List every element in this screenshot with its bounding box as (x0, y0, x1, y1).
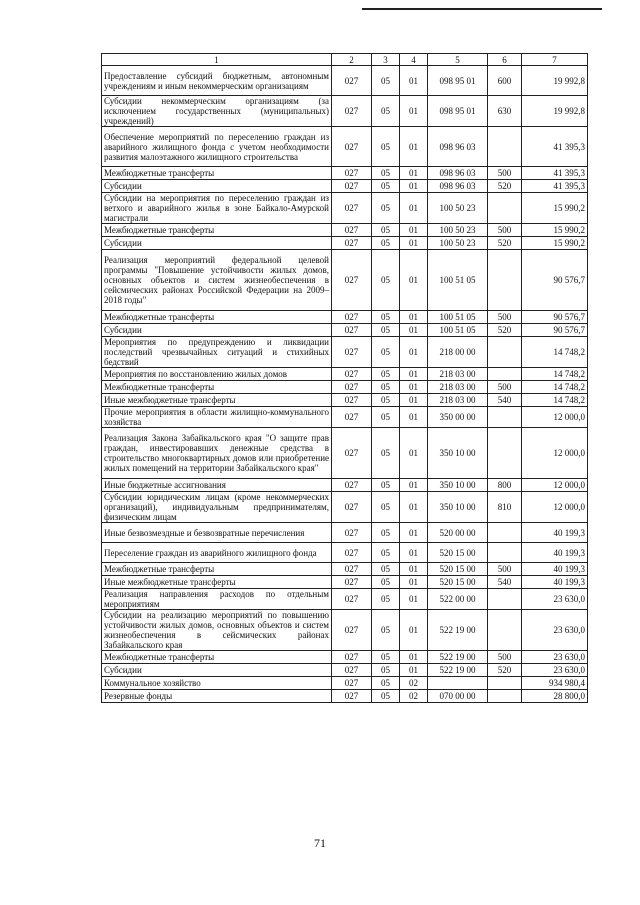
amount: 12 000,0 (522, 479, 588, 492)
code-gr: 027 (332, 167, 372, 180)
code-vr (488, 589, 522, 610)
item-name: Мероприятия по восстановлению жилых домов (102, 368, 332, 381)
amount: 12 000,0 (522, 428, 588, 479)
code-vr: 520 (488, 324, 522, 337)
amount: 40 199,3 (522, 576, 588, 589)
amount: 41 395,3 (522, 127, 588, 167)
table-row (102, 543, 588, 563)
code-vr (488, 523, 522, 543)
item-name: Прочие мероприятия в области жилищно-коммунального хозяйства (102, 407, 332, 428)
amount: 23 630,0 (522, 664, 588, 677)
code-gr: 027 (332, 250, 372, 311)
code-gr: 027 (332, 368, 372, 381)
code-gr: 027 (332, 651, 372, 664)
amount: 90 576,7 (522, 250, 588, 311)
code-pr: 01 (400, 479, 428, 492)
code-pr: 01 (400, 523, 428, 543)
amount: 19 992,8 (522, 96, 588, 127)
code-gr: 027 (332, 180, 372, 193)
code-vr: 800 (488, 479, 522, 492)
code-pr: 01 (400, 576, 428, 589)
code-gr: 027 (332, 576, 372, 589)
item-name: Переселение граждан из аварийного жилищного фонда (102, 543, 332, 563)
code-csr: 100 51 05 (428, 250, 488, 311)
amount: 90 576,7 (522, 311, 588, 324)
code-rz: 05 (372, 664, 400, 677)
code-csr: 522 19 00 (428, 651, 488, 664)
code-rz: 05 (372, 368, 400, 381)
code-csr: 522 00 00 (428, 589, 488, 610)
code-pr: 01 (400, 664, 428, 677)
code-csr: 350 10 00 (428, 492, 488, 523)
code-csr: 098 95 01 (428, 66, 488, 96)
code-gr: 027 (332, 66, 372, 96)
code-csr: 098 96 03 (428, 167, 488, 180)
code-vr: 500 (488, 381, 522, 394)
item-name: Реализация направления расходов по отдельным мероприятиям (102, 589, 332, 610)
code-vr (488, 368, 522, 381)
top-rule (362, 8, 602, 10)
table-row (102, 428, 588, 479)
code-csr: 098 96 03 (428, 180, 488, 193)
amount: 14 748,2 (522, 337, 588, 368)
code-csr: 098 96 03 (428, 127, 488, 167)
table-row (102, 479, 588, 492)
code-rz: 05 (372, 127, 400, 167)
code-pr: 01 (400, 180, 428, 193)
code-rz: 05 (372, 337, 400, 368)
code-pr: 01 (400, 428, 428, 479)
code-pr: 01 (400, 224, 428, 237)
code-gr: 027 (332, 324, 372, 337)
code-pr: 01 (400, 651, 428, 664)
code-csr: 218 03 00 (428, 381, 488, 394)
code-rz: 05 (372, 237, 400, 250)
item-name: Иные межбюджетные трансферты (102, 576, 332, 589)
code-vr (488, 127, 522, 167)
code-pr: 01 (400, 324, 428, 337)
item-name: Межбюджетные трансферты (102, 381, 332, 394)
code-gr: 027 (332, 523, 372, 543)
code-pr: 01 (400, 127, 428, 167)
code-vr (488, 543, 522, 563)
amount: 14 748,2 (522, 381, 588, 394)
table-row (102, 394, 588, 407)
item-name: Межбюджетные трансферты (102, 167, 332, 180)
code-csr (428, 677, 488, 690)
code-csr: 520 15 00 (428, 576, 488, 589)
code-vr: 540 (488, 576, 522, 589)
code-vr (488, 610, 522, 651)
item-name: Предоставление субсидий бюджетным, автономным учреждениям и иным некоммерческим организациям (102, 66, 332, 96)
table-row (102, 311, 588, 324)
code-csr: 522 19 00 (428, 610, 488, 651)
table-row (102, 492, 588, 523)
code-gr: 027 (332, 664, 372, 677)
code-csr: 350 00 00 (428, 407, 488, 428)
code-vr: 520 (488, 180, 522, 193)
code-rz: 05 (372, 543, 400, 563)
table-row (102, 381, 588, 394)
code-rz: 05 (372, 690, 400, 703)
code-gr: 027 (332, 428, 372, 479)
code-rz: 05 (372, 492, 400, 523)
code-rz: 05 (372, 576, 400, 589)
table-row (102, 368, 588, 381)
item-name: Субсидии (102, 664, 332, 677)
code-csr: 520 00 00 (428, 523, 488, 543)
code-gr: 027 (332, 589, 372, 610)
item-name: Субсидии юридическим лицам (кроме некоммерческих организаций), индивидуальным предпринимателям, физическим лицам (102, 492, 332, 523)
code-vr: 500 (488, 224, 522, 237)
code-gr: 027 (332, 193, 372, 224)
code-gr: 027 (332, 96, 372, 127)
table-row (102, 563, 588, 576)
code-csr: 520 15 00 (428, 543, 488, 563)
code-rz: 05 (372, 523, 400, 543)
amount: 15 990,2 (522, 224, 588, 237)
code-rz: 05 (372, 394, 400, 407)
code-pr: 01 (400, 381, 428, 394)
code-rz: 05 (372, 66, 400, 96)
code-gr: 027 (332, 237, 372, 250)
item-name: Реализация Закона Забайкальского края "О защите прав граждан, инвестировавших денежные средства в строительство многоквартирных домов или приобретение жилых помещений на территории Забайкальского края" (102, 428, 332, 479)
code-csr: 100 50 23 (428, 237, 488, 250)
code-rz: 05 (372, 651, 400, 664)
code-vr (488, 193, 522, 224)
code-rz: 05 (372, 381, 400, 394)
amount: 23 630,0 (522, 589, 588, 610)
code-pr: 01 (400, 589, 428, 610)
item-name: Субсидии (102, 180, 332, 193)
item-name: Межбюджетные трансферты (102, 224, 332, 237)
amount: 90 576,7 (522, 324, 588, 337)
table-row (102, 250, 588, 311)
code-csr: 100 50 23 (428, 193, 488, 224)
code-vr: 500 (488, 563, 522, 576)
code-csr: 098 95 01 (428, 96, 488, 127)
code-pr: 01 (400, 407, 428, 428)
amount: 23 630,0 (522, 651, 588, 664)
code-csr: 218 00 00 (428, 337, 488, 368)
table-row (102, 576, 588, 589)
amount: 15 990,2 (522, 193, 588, 224)
item-name: Межбюджетные трансферты (102, 563, 332, 576)
code-pr: 02 (400, 677, 428, 690)
code-vr (488, 407, 522, 428)
code-gr: 027 (332, 543, 372, 563)
code-rz: 05 (372, 250, 400, 311)
item-name: Субсидии на мероприятия по переселению граждан из ветхого и аварийного жилья в зоне Байкало-Амурской магистрали (102, 193, 332, 224)
code-vr: 810 (488, 492, 522, 523)
code-rz: 05 (372, 610, 400, 651)
code-pr: 01 (400, 237, 428, 250)
code-csr: 218 03 00 (428, 394, 488, 407)
code-csr: 350 10 00 (428, 428, 488, 479)
table-row (102, 224, 588, 237)
header-cell: 4 (400, 54, 428, 66)
amount: 14 748,2 (522, 368, 588, 381)
code-csr: 100 51 05 (428, 311, 488, 324)
item-name: Субсидии (102, 237, 332, 250)
table-row (102, 237, 588, 250)
header-cell: 1 (102, 54, 332, 66)
code-vr (488, 677, 522, 690)
code-pr: 01 (400, 492, 428, 523)
item-name: Субсидии некоммерческим организациям (за исключением государственных (муниципальных) учреждений) (102, 96, 332, 127)
item-name: Субсидии на реализацию мероприятий по повышению устойчивости жилых домов, основных объектов и систем жизнеобеспечения в сейсмических районах Забайкальского края (102, 610, 332, 651)
amount: 23 630,0 (522, 610, 588, 651)
budget-table (101, 53, 588, 703)
table-row (102, 167, 588, 180)
code-csr: 520 15 00 (428, 563, 488, 576)
table-row (102, 324, 588, 337)
table-row (102, 180, 588, 193)
table-row (102, 127, 588, 167)
code-pr: 01 (400, 250, 428, 311)
code-rz: 05 (372, 563, 400, 576)
code-gr: 027 (332, 492, 372, 523)
table-row (102, 523, 588, 543)
code-rz: 05 (372, 589, 400, 610)
amount: 12 000,0 (522, 407, 588, 428)
header-cell: 5 (428, 54, 488, 66)
code-gr: 027 (332, 311, 372, 324)
code-rz: 05 (372, 324, 400, 337)
code-csr: 218 03 00 (428, 368, 488, 381)
item-name: Иные бюджетные ассигнования (102, 479, 332, 492)
item-name: Межбюджетные трансферты (102, 311, 332, 324)
table-body (102, 66, 588, 703)
code-pr: 01 (400, 394, 428, 407)
code-pr: 01 (400, 610, 428, 651)
code-rz: 05 (372, 96, 400, 127)
code-vr (488, 690, 522, 703)
table-row (102, 337, 588, 368)
code-vr: 500 (488, 651, 522, 664)
table-row (102, 651, 588, 664)
code-csr: 522 19 00 (428, 664, 488, 677)
code-gr: 027 (332, 381, 372, 394)
table-row (102, 664, 588, 677)
code-vr: 540 (488, 394, 522, 407)
amount: 40 199,3 (522, 543, 588, 563)
code-gr: 027 (332, 127, 372, 167)
code-csr: 350 10 00 (428, 479, 488, 492)
code-gr: 027 (332, 407, 372, 428)
code-pr: 01 (400, 311, 428, 324)
code-rz: 05 (372, 167, 400, 180)
item-name: Реализация мероприятий федеральной целевой программы "Повышение устойчивости жилых домов, основных объектов и систем жизнеобеспечения в сейсмических районах Российской Федерации на 2009–2018 годы" (102, 250, 332, 311)
item-name: Резервные фонды (102, 690, 332, 703)
table-row (102, 407, 588, 428)
code-pr: 01 (400, 96, 428, 127)
item-name: Иные межбюджетные трансферты (102, 394, 332, 407)
header-cell: 3 (372, 54, 400, 66)
code-vr: 520 (488, 664, 522, 677)
header-cell: 2 (332, 54, 372, 66)
code-rz: 05 (372, 193, 400, 224)
code-pr: 01 (400, 563, 428, 576)
code-gr: 027 (332, 337, 372, 368)
code-csr: 100 50 23 (428, 224, 488, 237)
amount: 40 199,3 (522, 523, 588, 543)
code-rz: 05 (372, 224, 400, 237)
table-row (102, 610, 588, 651)
code-pr: 01 (400, 337, 428, 368)
code-pr: 01 (400, 193, 428, 224)
code-pr: 02 (400, 690, 428, 703)
table-row (102, 690, 588, 703)
code-gr: 027 (332, 690, 372, 703)
code-rz: 05 (372, 479, 400, 492)
amount: 15 990,2 (522, 237, 588, 250)
amount: 19 992,8 (522, 66, 588, 96)
code-gr: 027 (332, 610, 372, 651)
item-name: Мероприятия по предупреждению и ликвидации последствий чрезвычайных ситуаций и стихийных бедствий (102, 337, 332, 368)
item-name: Иные безвозмездные и безвозвратные перечисления (102, 523, 332, 543)
code-pr: 01 (400, 66, 428, 96)
code-pr: 01 (400, 543, 428, 563)
code-rz: 05 (372, 407, 400, 428)
table-row (102, 589, 588, 610)
code-vr: 630 (488, 96, 522, 127)
code-gr: 027 (332, 677, 372, 690)
amount: 41 395,3 (522, 167, 588, 180)
amount: 14 748,2 (522, 394, 588, 407)
code-gr: 027 (332, 224, 372, 237)
code-gr: 027 (332, 394, 372, 407)
amount: 41 395,3 (522, 180, 588, 193)
code-rz: 05 (372, 311, 400, 324)
code-rz: 05 (372, 180, 400, 193)
code-pr: 01 (400, 167, 428, 180)
amount: 40 199,3 (522, 563, 588, 576)
item-name: Субсидии (102, 324, 332, 337)
item-name: Коммунальное хозяйство (102, 677, 332, 690)
code-vr: 520 (488, 237, 522, 250)
header-row (102, 54, 588, 66)
code-vr: 600 (488, 66, 522, 96)
item-name: Межбюджетные трансферты (102, 651, 332, 664)
header-cell: 6 (488, 54, 522, 66)
code-csr: 070 00 00 (428, 690, 488, 703)
code-csr: 100 51 05 (428, 324, 488, 337)
page-number: 71 (314, 836, 326, 850)
code-rz: 05 (372, 428, 400, 479)
amount: 28 800,0 (522, 690, 588, 703)
code-pr: 01 (400, 368, 428, 381)
amount: 12 000,0 (522, 492, 588, 523)
code-gr: 027 (332, 479, 372, 492)
header-cell: 7 (522, 54, 588, 66)
code-vr (488, 337, 522, 368)
table-row (102, 677, 588, 690)
code-vr: 500 (488, 167, 522, 180)
table-row (102, 66, 588, 96)
item-name: Обеспечение мероприятий по переселению граждан из аварийного жилищного фонда с учетом необходимости развития малоэтажного жилищного строительства (102, 127, 332, 167)
code-vr (488, 428, 522, 479)
code-rz: 05 (372, 677, 400, 690)
table-row (102, 193, 588, 224)
code-gr: 027 (332, 563, 372, 576)
code-vr (488, 250, 522, 311)
code-vr: 500 (488, 311, 522, 324)
amount: 934 980,4 (522, 677, 588, 690)
table-row (102, 96, 588, 127)
